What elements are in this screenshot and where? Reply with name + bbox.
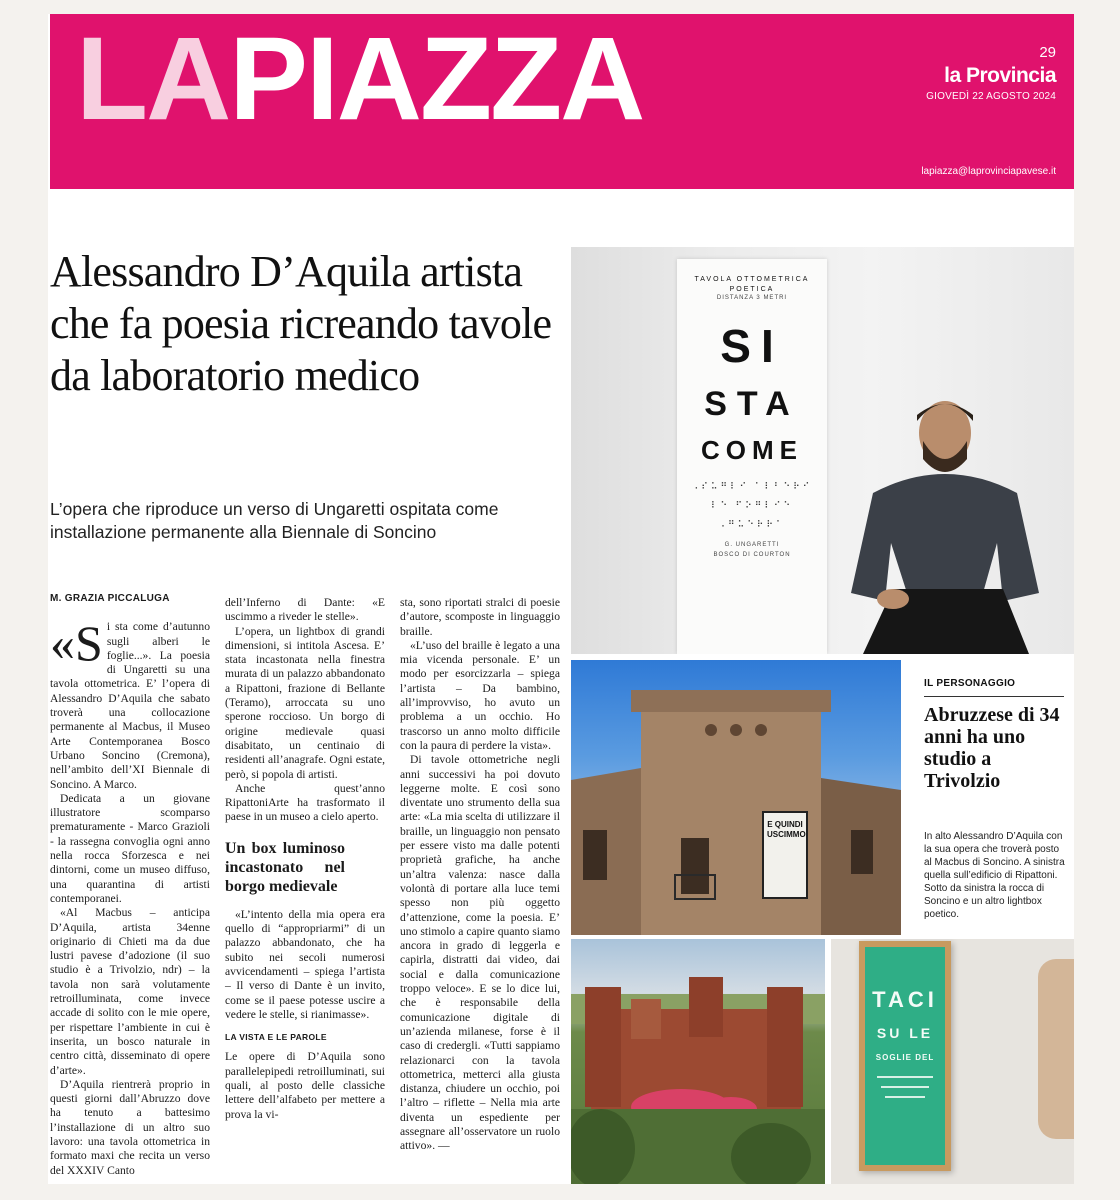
lightbox-line-1: TACI [872, 987, 938, 1012]
sidebar-rule [924, 696, 1064, 697]
lightbox-braille-line [877, 1076, 933, 1078]
lightbox-braille-line [881, 1086, 929, 1088]
chart-row-1: SI [720, 320, 784, 372]
artist-figure [833, 393, 1063, 654]
building-illustration [571, 660, 901, 935]
paragraph: «Al Macbus – anticipa D’Aquila, artista 34enne originario di Chieti ma da due lustri pavese d’adozione (il suo studio è a Trivolzio, ndr) – la tavola non sarà volutamente retroilluminata, come invece accade di solito con le mie opere, per rispettare l’ambiente in cui è inserita, un bosco naturale in centro città, disseminato di opere d’arte». [50, 906, 210, 1077]
lightbox-line-3: SOGLIE DEL [875, 1053, 935, 1062]
section-subtitle: Un box luminoso incastonato nel borgo medievale [225, 839, 345, 895]
chart-title: TAVOLA OTTOMETRICA POETICA [694, 276, 810, 293]
chart-distance: DISTANZA 3 METRI [716, 295, 788, 301]
chart-braille-1: ⠠⠎⠥⠛⠇⠊ ⠁⠇⠃⠑⠗⠊ [691, 481, 813, 491]
castle-illustration [571, 939, 825, 1184]
paragraph: Dedicata a un giovane illustratore scomparso prematuramente - Marco Grazioli - la rassegna convoglia ogni anno nella rocca Sforzesca e nei dintorni, come un museo diffuso, una quarantina di artisti contemporanei. [50, 791, 210, 905]
main-photo [571, 247, 1074, 654]
lightbox-panel [865, 947, 945, 1165]
paragraph: D’Aquila rientrerà proprio in questi giorni dall’Abruzzo dove ha tenuto a battesimo l’installazione di un altro suo lavoro: una tavola ottometrica in formato maxi che recita un verso del XXXIV Canto [50, 1077, 210, 1177]
building-lightbox-sign: E QUINDI USCIMMO [767, 820, 806, 839]
paragraph: Le opere di D’Aquila sono parallelepipedi retroilluminati, sui quali, al posto delle classiche lettere dell’alfabeto per mettere a prova la vi- [225, 1050, 385, 1121]
paragraph: sta, sono riportati stralci di poesie d’autore, scomposte in linguaggio braille. [400, 596, 560, 638]
chart-row-2: STA [704, 385, 800, 423]
newspaper-brand: la Provincia [944, 64, 1056, 87]
photo-caption: In alto Alessandro D’Aquila con la sua opera che troverà posto al Macbus di Soncino. A sinistra quella sull’edificio di Ripattoni. Sotto da sinistra la rocca di Soncino e un altro lightbox poetico. [924, 831, 1065, 920]
paragraph: «L’intento della mia opera era quello di “appropriarmi” di un palazzo abbandonato, che ha subito nei secoli numerosi avvicendamenti – spiega l’artista – Il verso di Dante è un invito, come se il paese potesse uscire a vedere le stelle, si rianimasse». [225, 907, 385, 1021]
lightbox-braille-line [885, 1096, 925, 1098]
building-photo [571, 660, 901, 935]
paragraph: «L’uso del braille è legato a una mia vicenda personale. E’ un modo per esorcizzarla – spiega l’artista – Da bambino, all’improvviso, ho avuto un problema a un occhio. Ho trascorso un anno molto difficile con la paura di perdere la vista». [400, 638, 560, 752]
article-column-1 [50, 592, 210, 1178]
byline: M. GRAZIA PICCALUGA [50, 593, 170, 604]
issue-date: GIOVEDÌ 22 AGOSTO 2024 [926, 91, 1056, 102]
paragraph: L’opera, un lightbox di grandi dimensioni, si intitola Ascesa. E’ stata incastonata nella finestra murata di un palazzo abbandonato a Ripattoni, frazione di Bellante (Teramo), arroccata su uno sperone roccioso. Un borgo di origine medievale quasi disabitato, un centinaio di residenti all’anagrafe. Ogni estate, però, si popola di artisti. [225, 624, 385, 781]
page-number: 29 [1039, 44, 1056, 61]
castle-photo [571, 939, 825, 1184]
optometric-chart-artwork [677, 259, 827, 654]
section-kicker: LA VISTA E LE PAROLE [225, 1032, 327, 1043]
wall-stain [1038, 959, 1074, 1139]
lightbox-photo [831, 939, 1074, 1184]
sidebar-kicker: IL PERSONAGGIO [924, 678, 1016, 689]
article-column-3 [400, 596, 560, 1154]
paragraph: Di tavole ottometriche negli anni successivi ha poi dovuto leggerne molte. E così sono diventate uno strumento della sua arte: «La mia scelta di utilizzare il braille, un linguaggio non pensato per essere visto ma dalle potenti proprietà grafiche, ha anche un’altra valenza: nasce dalla volontà di portare alla luce temi spesso non più oggetto d’attenzione, come la poesia. E’ uno stimolo a capire quanto siamo ancora in grado di leggerla e capirla, distratti dai video, dai social e dalla comunicazione troppo veloce». E se lo dice lui, che è responsabile della comunicazione digitale di un’azienda milanese, forse è il caso di credergli. «Tutti sappiamo relazionarci con la tavola ottometrica, metterci alla giusta distanza, chiudere un occhio, poi l’altro – riflette – Nella mia arte diventa un espediente per assegnare all’osservatore un ruolo attivo». — [400, 753, 560, 1153]
masthead [50, 14, 1074, 189]
lead-paragraph: «Si sta come d’autunno sugli alberi le foglie...». La poesia di Ungaretti su una tavola ottometrica. E’ l’opera di Alessandro D’Aquila che sabato troverà una collocazione permanente al Macbus, il Museo Arte Contemporanea Bosco Urbano Soncino (Cremona), nell’ambito dell’XI Biennale di Soncino. A Marco. [50, 615, 210, 791]
newspaper-page [48, 14, 1074, 1184]
headline: Alessandro D’Aquila artista che fa poesia ricreando tavole da laboratorio medico [50, 247, 552, 400]
article-column-2 [225, 596, 385, 1122]
chart-place: BOSCO DI COURTON [713, 552, 791, 558]
sidebar-box [908, 660, 1074, 930]
chart-braille-2: ⠇⠑ ⠋⠕⠛⠇⠊⠑ [710, 500, 794, 510]
contact-email[interactable]: lapiazza@laprovinciapavese.it [921, 166, 1056, 177]
lightbox-line-2: SU LE [876, 1025, 934, 1041]
chart-braille-3: ⠠⠛⠥⠑⠗⠗⠁ [718, 519, 786, 529]
paragraph: Anche quest’anno RipattoniArte ha trasformato il paese in un museo a cielo aperto. [225, 781, 385, 824]
paragraph: dell’Inferno di Dante: «E uscimmo a riveder le stelle». [225, 596, 385, 624]
sidebar-title: Abruzzese di 34 anni ha uno studio a Trivolzio [924, 704, 1060, 792]
section-logo: LAPIAZZA [76, 13, 644, 145]
lightbox-frame [859, 941, 951, 1171]
drop-cap: «S [50, 615, 103, 672]
chart-row-3: COME [701, 435, 803, 465]
subheadline: L’opera che riproduce un verso di Ungaretti ospitata come installazione permanente alla Biennale di Soncino [50, 499, 499, 542]
chart-signature: G. UNGARETTI [724, 542, 780, 548]
